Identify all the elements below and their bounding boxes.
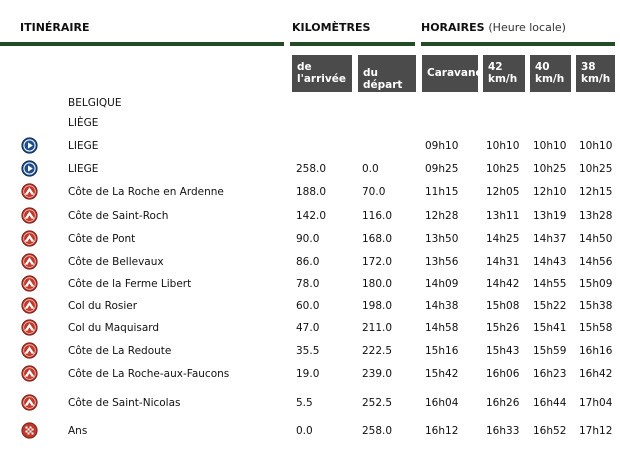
row-s38-cell: 16h42	[579, 368, 613, 380]
row-name-cell: Côte de La Roche-aux-Faucons	[68, 368, 230, 380]
row-caravan-cell: 13h50	[425, 233, 459, 245]
row-departure-cell: 70.0	[362, 186, 386, 198]
kilometres-rule	[290, 42, 415, 46]
table-row	[0, 136, 620, 156]
row-caravan-cell: 15h16	[425, 345, 459, 357]
row-s42-cell: 16h26	[486, 397, 520, 409]
row-s42-cell: 14h42	[486, 278, 520, 290]
table-row	[0, 393, 620, 413]
row-caravan-cell: 11h15	[425, 186, 459, 198]
row-s42-cell: 16h33	[486, 425, 520, 437]
row-s42-cell: 15h26	[486, 322, 520, 334]
row-caravan-cell: 09h25	[425, 163, 459, 175]
row-name-cell: Côte de la Ferme Libert	[68, 278, 192, 290]
climb-icon	[21, 230, 38, 247]
row-s40-cell: 16h44	[533, 397, 567, 409]
row-arrival-cell: 188.0	[296, 186, 327, 198]
schedule-heading-title: HORAIRES	[421, 21, 485, 34]
row-departure-cell: 0.0	[362, 163, 379, 175]
row-s40-cell: 16h23	[533, 368, 567, 380]
row-s40-cell: 10h25	[533, 163, 567, 175]
climb-icon	[21, 275, 38, 292]
climb-icon	[21, 319, 38, 336]
row-s40-cell: 16h52	[533, 425, 567, 437]
col-header-speed-40-unit: km/h	[535, 73, 565, 85]
row-s38-cell: 14h50	[579, 233, 613, 245]
row-s38-cell: 15h38	[579, 300, 613, 312]
col-header-speed-38	[576, 55, 615, 92]
row-caravan-cell: 09h10	[425, 140, 459, 152]
table-row	[0, 274, 620, 294]
row-s42-cell: 16h06	[486, 368, 520, 380]
row-arrival-cell: 78.0	[296, 278, 320, 290]
col-header-km-arrival	[292, 55, 352, 92]
col-header-speed-42	[483, 55, 525, 92]
row-departure-cell: 239.0	[362, 368, 393, 380]
row-arrival-cell: 5.5	[296, 397, 313, 409]
table-row	[0, 421, 620, 441]
row-s38-cell: 15h09	[579, 278, 613, 290]
row-s40-cell: 10h10	[533, 140, 567, 152]
row-arrival-cell: 19.0	[296, 368, 320, 380]
row-s40-cell: 15h59	[533, 345, 567, 357]
table-row	[0, 252, 620, 272]
row-departure-cell: 116.0	[362, 210, 393, 222]
itinerary-rule	[0, 42, 284, 46]
climb-icon	[21, 207, 38, 224]
row-caravan-cell: 14h38	[425, 300, 459, 312]
row-arrival-cell: 90.0	[296, 233, 320, 245]
country-label: BELGIQUE	[68, 97, 122, 109]
row-caravan-cell: 16h04	[425, 397, 459, 409]
finish-flag-icon	[21, 422, 38, 439]
climb-icon	[21, 342, 38, 359]
col-header-speed-42-value: 42	[488, 61, 503, 73]
row-arrival-cell: 47.0	[296, 322, 320, 334]
row-s38-cell: 10h25	[579, 163, 613, 175]
row-s42-cell: 12h05	[486, 186, 520, 198]
row-arrival-cell: 86.0	[296, 256, 320, 268]
row-s42-cell: 14h31	[486, 256, 520, 268]
row-s38-cell: 10h10	[579, 140, 613, 152]
row-s40-cell: 15h41	[533, 322, 567, 334]
row-s40-cell: 14h55	[533, 278, 567, 290]
row-name-cell: Ans	[68, 425, 88, 437]
table-row	[0, 182, 620, 202]
row-caravan-cell: 14h58	[425, 322, 459, 334]
row-caravan-cell: 14h09	[425, 278, 459, 290]
row-departure-cell: 258.0	[362, 425, 393, 437]
col-header-caravan: Caravane	[422, 55, 478, 92]
col-header-km-arrival-line2: l'arrivée	[297, 73, 346, 85]
schedule-heading-note: (Heure locale)	[488, 21, 566, 34]
row-s40-cell: 14h43	[533, 256, 567, 268]
row-departure-cell: 222.5	[362, 345, 393, 357]
row-s42-cell: 10h25	[486, 163, 520, 175]
row-departure-cell: 198.0	[362, 300, 393, 312]
col-header-speed-38-unit: km/h	[581, 73, 611, 85]
col-header-speed-40	[530, 55, 571, 92]
table-row	[0, 159, 620, 179]
row-s42-cell: 15h08	[486, 300, 520, 312]
table-row	[0, 206, 620, 226]
row-name-cell: LIEGE	[68, 163, 99, 175]
table-row	[0, 364, 620, 384]
table-row	[0, 341, 620, 361]
row-s42-cell: 15h43	[486, 345, 520, 357]
col-header-speed-38-value: 38	[581, 61, 596, 73]
row-name-cell: Côte de Pont	[68, 233, 136, 245]
row-s40-cell: 15h22	[533, 300, 567, 312]
row-name-cell: Côte de La Redoute	[68, 345, 172, 357]
row-departure-cell: 168.0	[362, 233, 393, 245]
row-caravan-cell: 15h42	[425, 368, 459, 380]
row-s42-cell: 13h11	[486, 210, 520, 222]
itinerary-heading: ITINÉRAIRE	[20, 21, 90, 34]
schedule-rule	[421, 42, 615, 46]
row-s42-cell: 14h25	[486, 233, 520, 245]
row-departure-cell: 172.0	[362, 256, 393, 268]
row-s38-cell: 17h12	[579, 425, 613, 437]
row-s38-cell: 17h04	[579, 397, 613, 409]
row-caravan-cell: 12h28	[425, 210, 459, 222]
climb-icon	[21, 297, 38, 314]
row-name-cell: Côte de Saint-Roch	[68, 210, 169, 222]
row-arrival-cell: 142.0	[296, 210, 327, 222]
table-row	[0, 229, 620, 249]
col-header-km-arrival-line1: de	[297, 61, 312, 73]
row-s40-cell: 14h37	[533, 233, 567, 245]
kilometres-heading: KILOMÈTRES	[292, 21, 371, 34]
climb-icon	[21, 253, 38, 270]
col-header-km-departure: du départ	[358, 55, 416, 92]
row-caravan-cell: 13h56	[425, 256, 459, 268]
table-row	[0, 296, 620, 316]
row-name-cell: Col du Maquisard	[68, 322, 160, 334]
city-label: LIÈGE	[68, 117, 99, 129]
start-play-icon	[21, 160, 38, 177]
row-s38-cell: 16h16	[579, 345, 613, 357]
row-caravan-cell: 16h12	[425, 425, 459, 437]
row-name-cell: Côte de Bellevaux	[68, 256, 164, 268]
row-name-cell: Côte de La Roche en Ardenne	[68, 186, 224, 198]
col-header-speed-42-unit: km/h	[488, 73, 518, 85]
row-departure-cell: 180.0	[362, 278, 393, 290]
row-name-cell: LIEGE	[68, 140, 99, 152]
climb-icon	[21, 183, 38, 200]
row-s40-cell: 12h10	[533, 186, 567, 198]
row-name-cell: Côte de Saint-Nicolas	[68, 397, 181, 409]
col-header-speed-40-value: 40	[535, 61, 550, 73]
row-arrival-cell: 0.0	[296, 425, 313, 437]
row-name-cell: Col du Rosier	[68, 300, 138, 312]
schedule-heading	[421, 21, 566, 34]
row-s40-cell: 13h19	[533, 210, 567, 222]
table-row	[0, 318, 620, 338]
row-departure-cell: 211.0	[362, 322, 393, 334]
row-s38-cell: 15h58	[579, 322, 613, 334]
start-play-icon	[21, 137, 38, 154]
row-arrival-cell: 35.5	[296, 345, 320, 357]
row-arrival-cell: 60.0	[296, 300, 320, 312]
row-s42-cell: 10h10	[486, 140, 520, 152]
row-departure-cell: 252.5	[362, 397, 393, 409]
row-s38-cell: 12h15	[579, 186, 613, 198]
row-s38-cell: 14h56	[579, 256, 613, 268]
climb-icon	[21, 394, 38, 411]
row-arrival-cell: 258.0	[296, 163, 327, 175]
row-s38-cell: 13h28	[579, 210, 613, 222]
climb-icon	[21, 365, 38, 382]
